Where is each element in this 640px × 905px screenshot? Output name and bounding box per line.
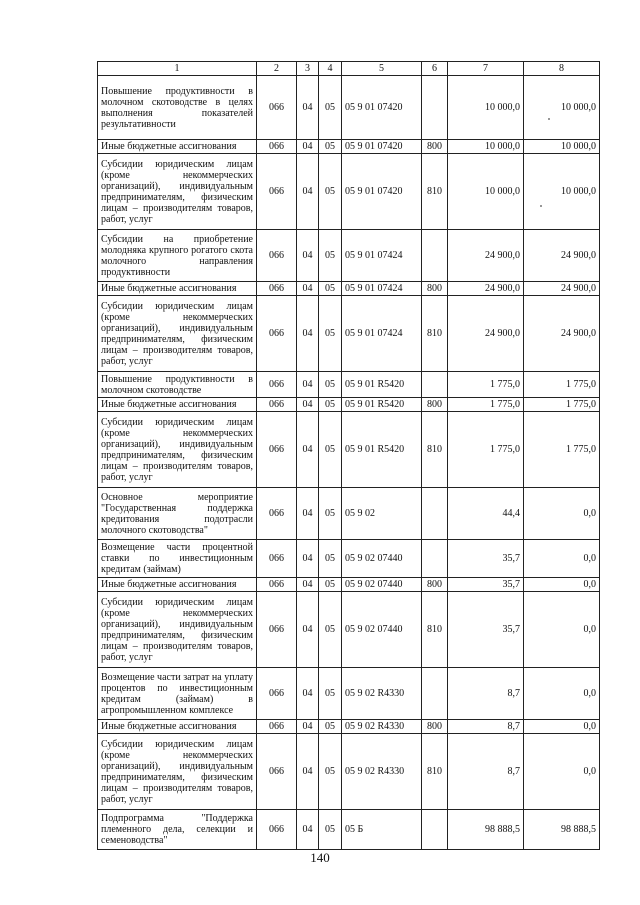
cell-expense-type: 800 [422,578,448,592]
cell-section: 04 [297,282,319,296]
scan-speck [540,205,542,207]
cell-expense-type: 810 [422,296,448,372]
row-name: Иные бюджетные ассигнования [98,140,257,154]
cell-section: 04 [297,578,319,592]
cell-target-article: 05 9 01 07424 [342,296,422,372]
cell-subsection: 05 [319,488,342,540]
cell-expense-type [422,372,448,398]
cell-subsection: 05 [319,540,342,578]
cell-expense-type: 810 [422,412,448,488]
cell-section: 04 [297,76,319,140]
cell-expense-type [422,76,448,140]
row-name: Субсидии юридическим лицам (кроме некоммерческих организаций), индивидуальным предпринимателям, физическим лицам – производителям товаров, работ, услуг [98,592,257,668]
column-header: 1 [98,62,257,76]
cell-amount-1: 8,7 [448,734,524,810]
table-row [98,578,600,592]
cell-target-article: 05 9 01 07420 [342,140,422,154]
cell-amount-2: 0,0 [524,488,600,540]
cell-ministry-code: 066 [257,668,297,720]
cell-target-article: 05 9 01 07424 [342,230,422,282]
cell-expense-type [422,540,448,578]
cell-subsection: 05 [319,230,342,282]
cell-expense-type [422,488,448,540]
table-row [98,154,600,230]
scan-speck [548,118,550,120]
row-name: Подпрограмма "Поддержка племенного дела, селекции и семеноводства" [98,810,257,850]
cell-amount-1: 24 900,0 [448,296,524,372]
row-name: Возмещение части затрат на уплату процентов по инвестиционным кредитам (займам) в агропромышленном комплексе [98,668,257,720]
cell-ministry-code: 066 [257,720,297,734]
cell-expense-type: 810 [422,592,448,668]
cell-amount-2: 10 000,0 [524,154,600,230]
cell-ministry-code: 066 [257,540,297,578]
cell-target-article: 05 9 02 07440 [342,578,422,592]
cell-target-article: 05 9 01 07420 [342,76,422,140]
row-name: Субсидии юридическим лицам (кроме некоммерческих организаций), индивидуальным предпринимателям, физическим лицам – производителям товаров, работ, услуг [98,734,257,810]
cell-ministry-code: 066 [257,140,297,154]
cell-amount-1: 98 888,5 [448,810,524,850]
row-name: Субсидии юридическим лицам (кроме некоммерческих организаций), индивидуальным предпринимателям, физическим лицам – производителям товаров, работ, услуг [98,154,257,230]
cell-amount-1: 35,7 [448,592,524,668]
cell-target-article: 05 9 02 R4330 [342,668,422,720]
cell-section: 04 [297,296,319,372]
table-row [98,810,600,850]
page-number: 140 [310,850,330,865]
cell-amount-2: 0,0 [524,668,600,720]
cell-amount-1: 44,4 [448,488,524,540]
cell-amount-2: 10 000,0 [524,76,600,140]
cell-ministry-code: 066 [257,578,297,592]
cell-expense-type: 800 [422,720,448,734]
cell-subsection: 05 [319,734,342,810]
table-row [98,282,600,296]
column-header: 3 [297,62,319,76]
cell-amount-1: 35,7 [448,578,524,592]
cell-section: 04 [297,720,319,734]
cell-subsection: 05 [319,76,342,140]
cell-target-article: 05 9 01 R5420 [342,372,422,398]
cell-amount-2: 24 900,0 [524,282,600,296]
table-row [98,540,600,578]
cell-amount-2: 98 888,5 [524,810,600,850]
cell-ministry-code: 066 [257,154,297,230]
cell-subsection: 05 [319,372,342,398]
row-name: Субсидии юридическим лицам (кроме некоммерческих организаций), индивидуальным предпринимателям, физическим лицам – производителям товаров, работ, услуг [98,296,257,372]
cell-amount-2: 10 000,0 [524,140,600,154]
cell-amount-2: 0,0 [524,592,600,668]
row-name: Возмещение части процентной ставки по инвестиционным кредитам (займам) [98,540,257,578]
cell-section: 04 [297,668,319,720]
cell-amount-2: 1 775,0 [524,372,600,398]
cell-subsection: 05 [319,412,342,488]
cell-subsection: 05 [319,398,342,412]
cell-target-article: 05 Б [342,810,422,850]
cell-amount-2: 0,0 [524,540,600,578]
cell-target-article: 05 9 02 R4330 [342,720,422,734]
cell-amount-1: 10 000,0 [448,154,524,230]
cell-subsection: 05 [319,578,342,592]
cell-subsection: 05 [319,140,342,154]
cell-target-article: 05 9 02 07440 [342,592,422,668]
cell-amount-2: 1 775,0 [524,398,600,412]
cell-subsection: 05 [319,154,342,230]
cell-target-article: 05 9 02 [342,488,422,540]
cell-section: 04 [297,488,319,540]
cell-ministry-code: 066 [257,592,297,668]
cell-expense-type: 800 [422,282,448,296]
cell-expense-type [422,810,448,850]
cell-expense-type [422,230,448,282]
cell-amount-2: 24 900,0 [524,230,600,282]
cell-section: 04 [297,372,319,398]
cell-ministry-code: 066 [257,810,297,850]
cell-amount-1: 1 775,0 [448,398,524,412]
cell-ministry-code: 066 [257,412,297,488]
cell-subsection: 05 [319,668,342,720]
cell-amount-1: 35,7 [448,540,524,578]
cell-target-article: 05 9 01 07424 [342,282,422,296]
column-header: 7 [448,62,524,76]
cell-section: 04 [297,734,319,810]
cell-section: 04 [297,154,319,230]
cell-target-article: 05 9 02 07440 [342,540,422,578]
cell-amount-2: 0,0 [524,578,600,592]
cell-amount-1: 1 775,0 [448,372,524,398]
cell-subsection: 05 [319,282,342,296]
cell-subsection: 05 [319,810,342,850]
table-header-row [98,62,600,76]
row-name: Повышение продуктивности в молочном скотоводстве [98,372,257,398]
column-header: 6 [422,62,448,76]
cell-ministry-code: 066 [257,372,297,398]
cell-expense-type: 800 [422,140,448,154]
row-name: Иные бюджетные ассигнования [98,282,257,296]
cell-target-article: 05 9 02 R4330 [342,734,422,810]
column-header: 5 [342,62,422,76]
cell-target-article: 05 9 01 R5420 [342,398,422,412]
cell-target-article: 05 9 01 R5420 [342,412,422,488]
cell-amount-1: 24 900,0 [448,230,524,282]
cell-section: 04 [297,230,319,282]
table-row [98,296,600,372]
cell-amount-1: 10 000,0 [448,140,524,154]
row-name: Основное мероприятие "Государственная поддержка кредитования подотрасли молочного скотоводства" [98,488,257,540]
cell-amount-2: 24 900,0 [524,296,600,372]
cell-ministry-code: 066 [257,296,297,372]
table-row [98,734,600,810]
cell-amount-1: 24 900,0 [448,282,524,296]
cell-ministry-code: 066 [257,398,297,412]
cell-ministry-code: 066 [257,282,297,296]
cell-amount-1: 10 000,0 [448,76,524,140]
row-name: Субсидии на приобретение молодняка крупного рогатого скота молочного направления продуктивности [98,230,257,282]
column-header: 8 [524,62,600,76]
cell-amount-1: 1 775,0 [448,412,524,488]
cell-target-article: 05 9 01 07420 [342,154,422,230]
cell-amount-2: 0,0 [524,734,600,810]
row-name: Иные бюджетные ассигнования [98,720,257,734]
cell-subsection: 05 [319,592,342,668]
cell-subsection: 05 [319,720,342,734]
cell-amount-1: 8,7 [448,720,524,734]
table-row [98,230,600,282]
cell-section: 04 [297,540,319,578]
cell-section: 04 [297,592,319,668]
cell-ministry-code: 066 [257,734,297,810]
table-row [98,140,600,154]
cell-subsection: 05 [319,296,342,372]
row-name: Иные бюджетные ассигнования [98,398,257,412]
cell-expense-type: 800 [422,398,448,412]
cell-ministry-code: 066 [257,76,297,140]
table-row [98,412,600,488]
cell-ministry-code: 066 [257,488,297,540]
row-name: Повышение продуктивности в молочном скотоводстве в целях выполнения показателей результативности [98,76,257,140]
budget-table [97,61,600,850]
column-header: 4 [319,62,342,76]
column-header: 2 [257,62,297,76]
cell-section: 04 [297,412,319,488]
cell-expense-type: 810 [422,154,448,230]
table-row [98,592,600,668]
table-row [98,76,600,140]
cell-amount-2: 0,0 [524,720,600,734]
row-name: Иные бюджетные ассигнования [98,578,257,592]
cell-amount-2: 1 775,0 [524,412,600,488]
table-row [98,668,600,720]
table-row [98,372,600,398]
table-row [98,488,600,540]
cell-amount-1: 8,7 [448,668,524,720]
cell-section: 04 [297,810,319,850]
cell-expense-type: 810 [422,734,448,810]
cell-ministry-code: 066 [257,230,297,282]
table-row [98,720,600,734]
row-name: Субсидии юридическим лицам (кроме некоммерческих организаций), индивидуальным предпринимателям, физическим лицам – производителям товаров, работ, услуг [98,412,257,488]
cell-section: 04 [297,398,319,412]
cell-section: 04 [297,140,319,154]
table-row [98,398,600,412]
cell-expense-type [422,668,448,720]
